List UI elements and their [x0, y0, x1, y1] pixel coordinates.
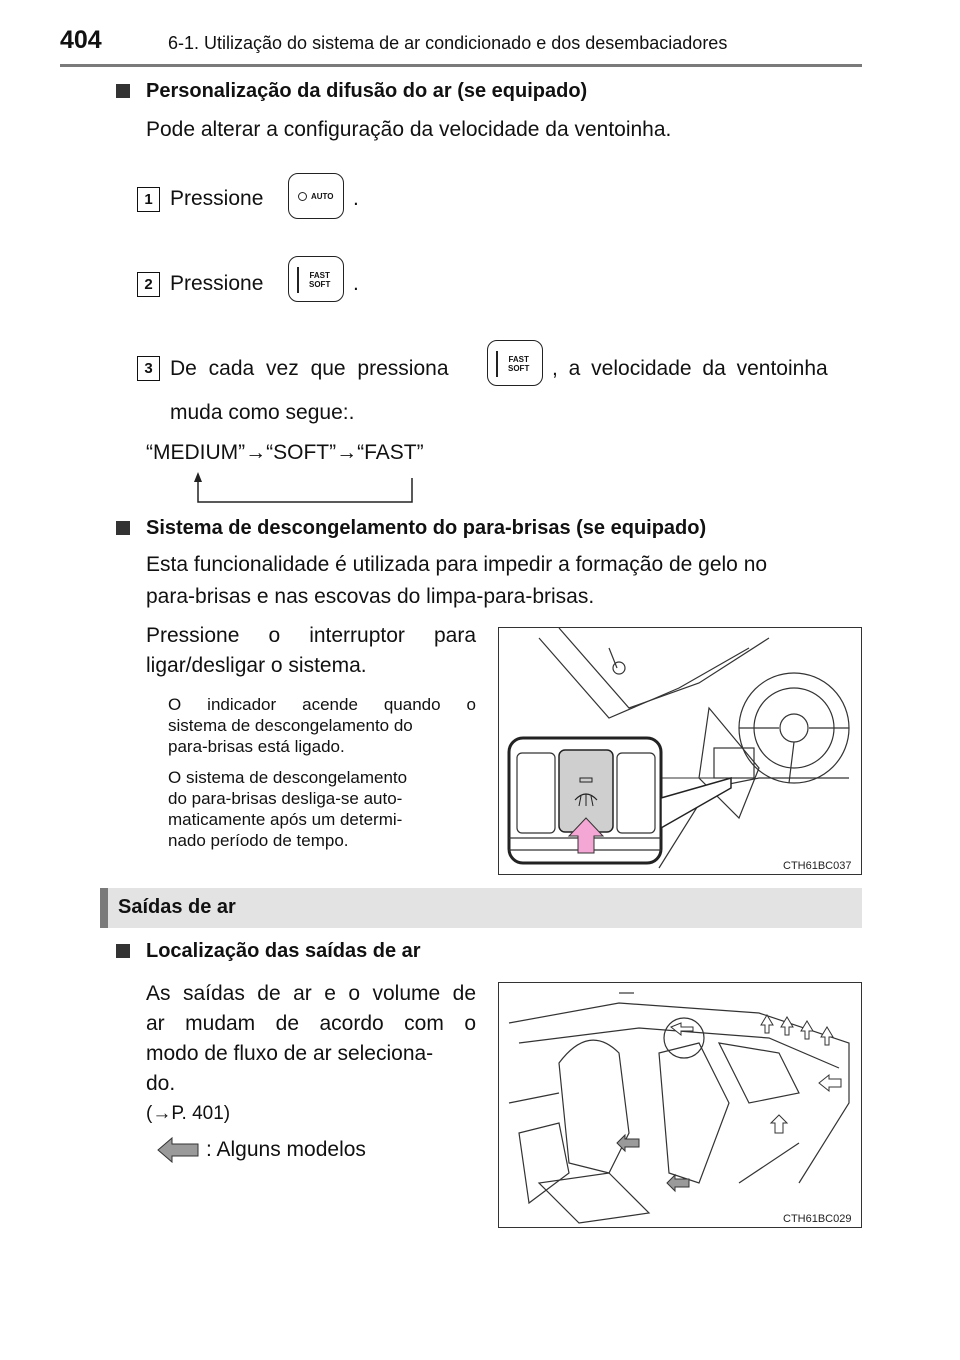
instruction-line2: ligar/desligar o sistema. [146, 654, 367, 677]
chapter-title: 6-1. Utilização do sistema de ar condicionado e dos desembaciadores [168, 33, 728, 53]
text-line: ar mudam de acordo com o [146, 1012, 476, 1035]
fan-speed-cycle: “MEDIUM”→“SOFT”→“FAST” [146, 441, 424, 464]
step-text: Pressione [170, 187, 264, 210]
section-heading: Sistema de descongelamento do para-brisas (se equipado) [146, 517, 707, 539]
step-text: Pressione [170, 272, 264, 295]
note-line: sistema de descongelamento do [168, 716, 413, 735]
auto-button-icon: AUTO [288, 173, 344, 219]
section-intro-line2: para-brisas e nas escovas do limpa-para-brisas. [146, 585, 595, 608]
fast-soft-button-icon: FAST SOFT [288, 256, 344, 302]
cycle-return-arrow-icon [180, 470, 430, 510]
step-number: 2 [137, 272, 160, 297]
section-bar-accent [100, 888, 108, 928]
section-title-bar [100, 888, 862, 928]
step-number: 3 [137, 356, 160, 381]
figure-code: CTH61BC029 [783, 1213, 852, 1225]
step-text: De cada vez que pressiona [170, 357, 449, 380]
step-number: 1 [137, 187, 160, 212]
fast-soft-button-icon: FAST SOFT [487, 340, 543, 386]
step-punct: . [353, 272, 359, 295]
legend-text: : Alguns modelos [206, 1138, 366, 1161]
optional-outlet-arrow-icon [156, 1136, 200, 1164]
note-line: nado período de tempo. [168, 831, 349, 850]
bullet-square-icon [116, 84, 130, 103]
air-outlets-figure [498, 982, 862, 1228]
dashboard-illustration [499, 628, 860, 873]
defroster-figure [498, 627, 862, 875]
car-interior-illustration [499, 983, 860, 1226]
text-line: As saídas de ar e o volume de [146, 982, 476, 1005]
section-intro-line1: Esta funcionalidade é utilizada para impedir a formação de gelo no [146, 553, 768, 576]
section-intro: Pode alterar a configuração da velocidade da ventoinha. [146, 118, 672, 141]
bullet-square-icon [116, 944, 130, 963]
section-heading: Localização das saídas de ar [146, 940, 421, 962]
bullet-square-icon [116, 521, 130, 540]
text-line: do. [146, 1072, 176, 1095]
note-line: O indicador acende quando o [168, 695, 476, 714]
note-line: maticamente após um determi- [168, 810, 403, 829]
step-text-line2: muda como segue:. [170, 401, 355, 424]
section-heading: Personalização da difusão do ar (se equipado) [146, 80, 588, 102]
text-line: modo de fluxo de ar seleciona- [146, 1042, 434, 1065]
header-rule [60, 64, 862, 67]
instruction-line1: Pressione o interruptor para [146, 624, 476, 647]
step-punct: . [353, 187, 359, 210]
note-line: para-brisas está ligado. [168, 737, 345, 756]
page-reference: (→P. 401) [146, 1103, 231, 1124]
note-line: do para-brisas desliga-se auto- [168, 789, 403, 808]
page-number: 404 [60, 26, 102, 54]
figure-code: CTH61BC037 [783, 860, 852, 872]
section-title: Saídas de ar [118, 896, 236, 918]
step-text-continued: , a velocidade da ventoinha [552, 357, 828, 380]
note-line: O sistema de descongelamento [168, 768, 408, 787]
